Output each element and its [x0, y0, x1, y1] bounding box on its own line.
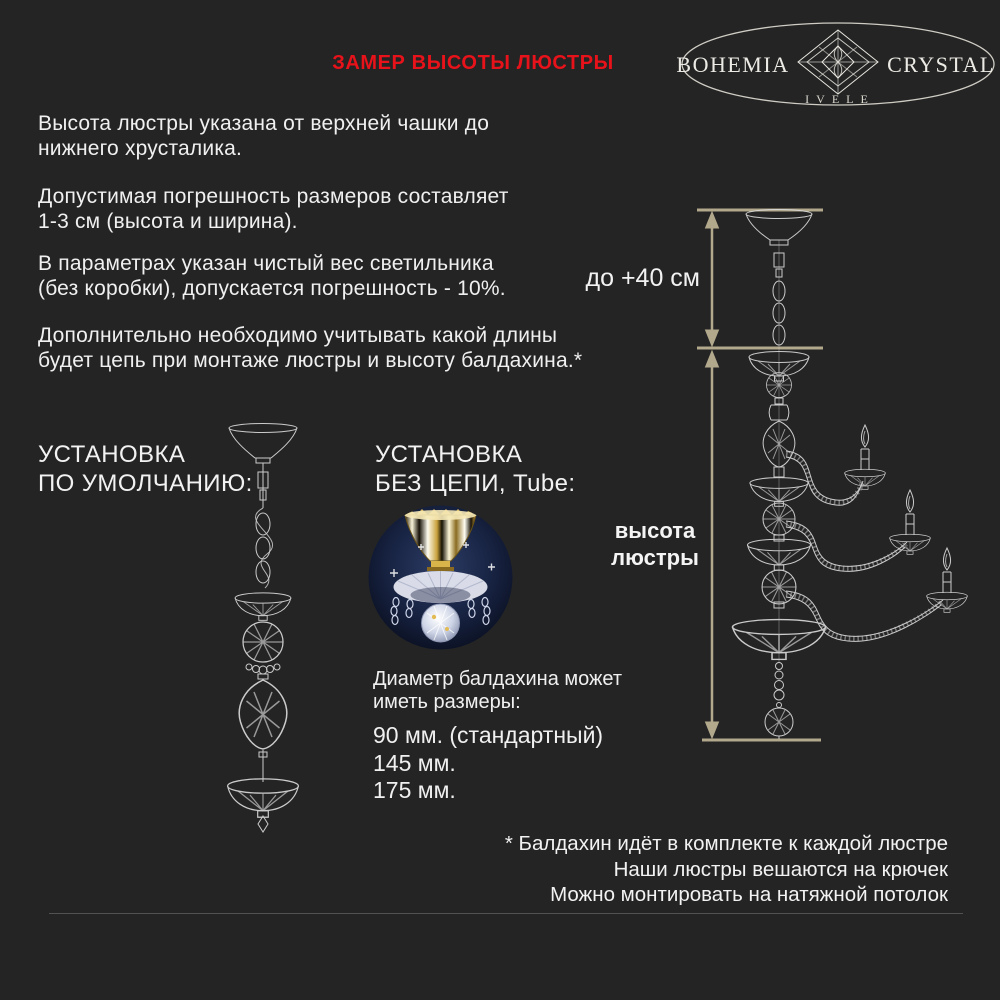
intro-2-line-1: Допустимая погрешность размеров составляет	[38, 185, 509, 208]
intro-4-line-2: будет цепь при монтаже люстры и высоту балдахина.*	[38, 348, 583, 372]
default-install-line-1: УСТАНОВКА	[38, 441, 186, 468]
intro-3-line-1: В параметрах указан чистый вес светильника	[38, 252, 494, 275]
intro-1-line-2: нижнего хрусталика.	[38, 136, 243, 160]
canopy-size-standard: 90 мм. (стандартный)	[373, 722, 604, 748]
intro-4-line-1: Дополнительно необходимо учитывать какой длины	[38, 324, 558, 347]
brand-logo	[676, 18, 1000, 112]
brand-subtitle: IVELE	[805, 92, 875, 106]
measurement-arrows	[697, 210, 823, 740]
right-chandelier-diagram	[690, 195, 1000, 755]
page-title: ЗАМЕР ВЫСОТЫ ЛЮСТРЫ	[332, 52, 614, 74]
canopy-info-line-2: иметь размеры:	[373, 690, 521, 713]
intro-paragraph-2	[38, 185, 618, 234]
intro-paragraph-3	[38, 252, 618, 301]
height-label-line-2: люстры	[611, 545, 699, 570]
footnote-stretch-ceiling: Можно монтировать на натяжной потолок	[550, 883, 948, 906]
brand-name-left: BOHEMIA	[676, 52, 790, 77]
canopy-info-line-1: Диаметр балдахина может	[373, 668, 623, 690]
section-tube-install	[375, 440, 575, 498]
default-install-line-2: ПО УМОЛЧАНИЮ:	[38, 470, 253, 497]
tube-canopy-photo	[368, 505, 513, 650]
canopy-size-list	[373, 722, 622, 805]
tube-install-line-2: БЕЗ ЦЕПИ, Tube:	[375, 470, 576, 497]
default-install-drawing	[187, 420, 337, 840]
intro-paragraph-1	[38, 112, 618, 161]
footnote-hook-mounting: Наши люстры вешаются на крючек	[613, 857, 948, 881]
chain-allowance-label: до +40 см	[585, 264, 700, 292]
canopy-info	[373, 668, 622, 805]
height-label-line-1: высота	[614, 518, 696, 543]
intro-2-line-2: 1-3 см (высота и ширина).	[38, 209, 298, 233]
tube-install-line-1: УСТАНОВКА	[375, 441, 523, 468]
footnotes	[505, 831, 948, 908]
footnote-canopy-included: * Балдахин идёт в комплекте к каждой люстре	[504, 832, 948, 855]
canopy-size-175: 175 мм.	[373, 777, 456, 803]
intro-1-line-1: Высота люстры указана от верхней чашки до	[38, 112, 490, 135]
intro-paragraph-4	[38, 324, 618, 373]
canopy-size-145: 145 мм.	[373, 749, 456, 776]
brand-name-right: CRYSTAL	[887, 52, 995, 77]
bottom-divider	[49, 913, 963, 914]
right-chandelier-drawing	[733, 210, 968, 740]
intro-3-line-2: (без коробки), допускается погрешность - 10%.	[38, 276, 506, 300]
crystal-diamond-icon	[798, 30, 878, 94]
